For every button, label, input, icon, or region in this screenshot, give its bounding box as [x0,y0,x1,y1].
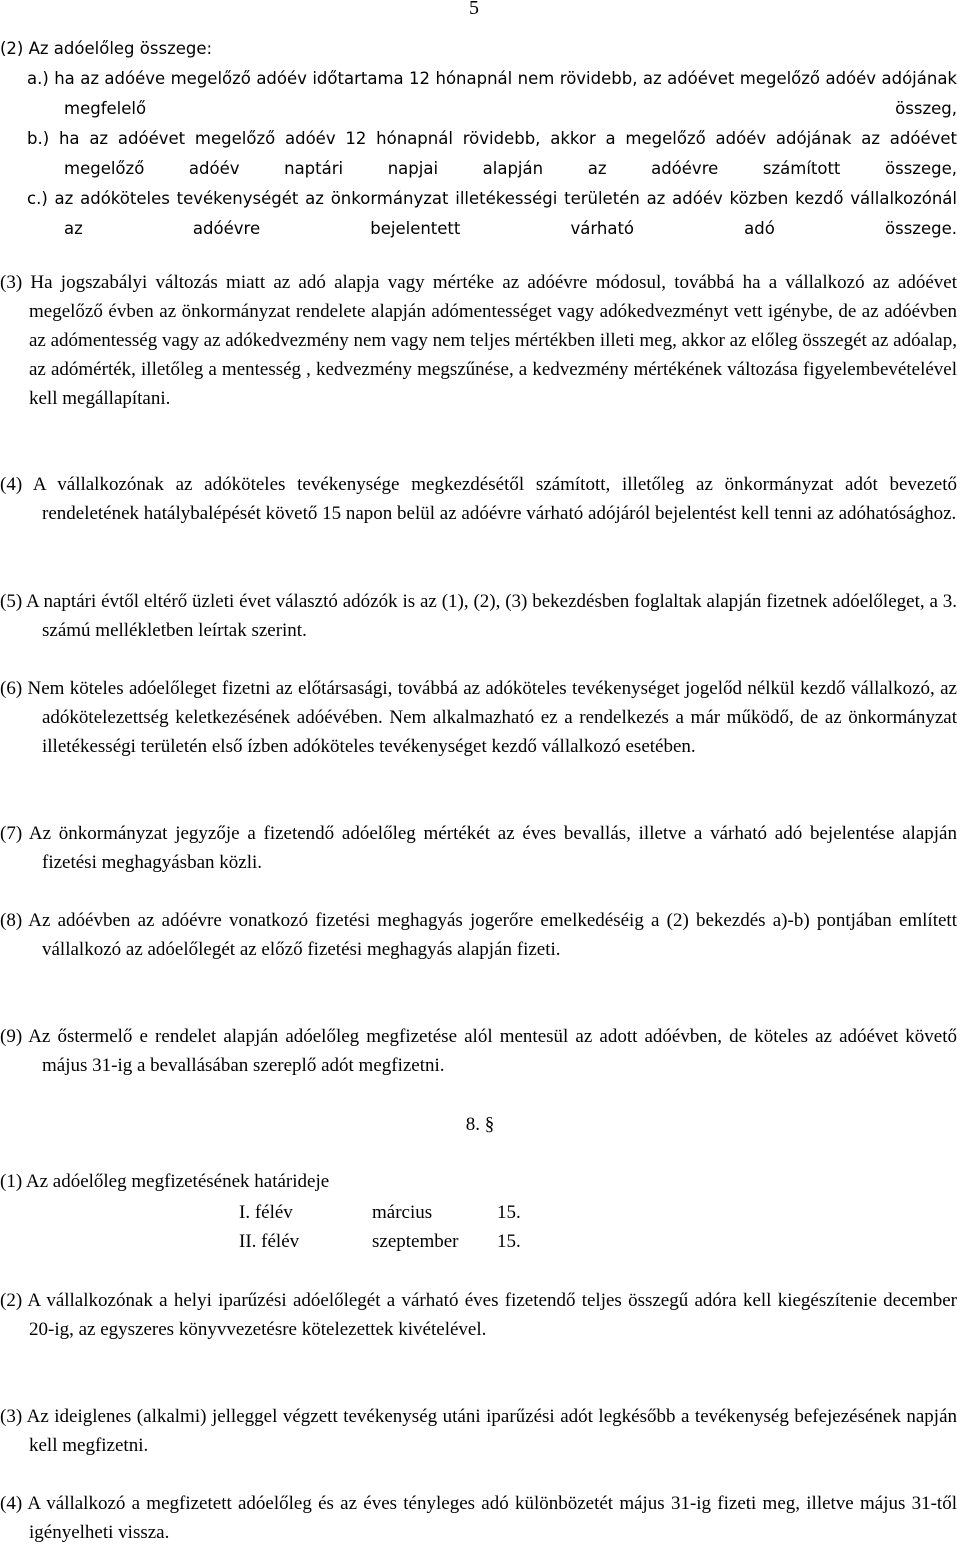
schedule-day: 15. [497,1202,521,1223]
page-number: 5 [469,0,479,19]
list-item-c: c.) az adóköteles tevékenységét az önkormányzat illetékességi területén az adóév közben kezdő vállalkozónál az adóévre bejelentett várható adó összege. [27,189,957,238]
paragraph-intro: (2) Az adóelőleg összege: [0,39,213,58]
list-item-b: b.) ha az adóévet megelőző adóév 12 hónapnál rövidebb, akkor a megelőző adóév adójának az adóévet megelőző adóév naptári napjai alapján az adóévre számított összege, [27,129,957,178]
schedule-period: I. félév [239,1202,293,1223]
paragraph-8-1: (1) Az adóelőleg megfizetésének határideje [0,1171,330,1192]
paragraph-8-3: (3) Az ideiglenes (alkalmi) jelleggel végzett tevékenység utáni iparűzési adót legkésőbb a tevékenység befejezésének napján kell megfizetni. [0,1406,957,1456]
paragraph-7-7: (7) Az önkormányzat jegyzője a fizetendő adóelőleg mértékét az éves bevallás, illetve a várható adó bejelentése alapján fizetési meghagyásban közli. [0,823,957,873]
paragraph-7-2 [0,34,957,244]
paragraph-7-5: (5) A naptári évtől eltérő üzleti évet választó adózók is az (1), (2), (3) bekezdésben foglaltak alapján fizetnek adóelőleget, a 3. számú mellékletben leírtak szerint. [0,591,957,641]
paragraph-7-9: (9) Az őstermelő e rendelet alapján adóelőleg megfizetése alól mentesül az adott adóévben, de köteles az adóévet követő május 31-ig a bevallásában szereplő adót megfizetni. [0,1026,957,1076]
paragraph-8-4: (4) A vállalkozó a megfizetett adóelőleg és az éves tényleges adó különbözetét május 31-ig fizeti meg, illetve május 31-től igényelheti vissza. [0,1493,957,1543]
list-item-a: a.) ha az adóéve megelőző adóév időtartama 12 hónapnál nem rövidebb, az adóévet megelőző adóév adójának megfelelő összeg, [27,69,957,118]
paragraph-8-2: (2) A vállalkozónak a helyi iparűzési adóelőlegét a várható éves fizetendő teljes összegű adóra kell kiegészítenie december 20-ig, az egyszeres könyvvezetésre kötelezettek kivételével. [0,1290,957,1340]
paragraph-7-8: (8) Az adóévben az adóévre vonatkozó fizetési meghagyás jogerőre emelkedéséig a (2) bekezdés a)-b) pontjában említett vállalkozó az adóelőlegét az előző fizetési meghagyás alapján fizeti. [0,910,957,960]
schedule-month: március [372,1202,433,1223]
paragraph-7-6: (6) Nem köteles adóelőleget fizetni az előtársasági, továbbá az adóköteles tevékenységet jogelőd nélkül kezdő vállalkozó, az adókötelezettség keletkezésének adóévében. Nem alkalmazható ez a rendelkezés a már működő, de az önkormányzat illetékességi területén első ízben adóköteles tevékenységet kezdő vállalkozó esetében. [0,678,957,757]
paragraph-7-3: (3) Ha jogszabályi változás miatt az adó alapja vagy mértéke az adóévre módosul, továbbá ha a vállalkozó az adóévet megelőző évben az önkormányzat rendelete alapján adómentességet vagy adókedvezményt vett igénybe, de az adóévben az adómentesség vagy az adókedvezmény nem vagy nem teljes mértékben illeti meg, akkor az előleg összegét az adóalap, az adómérték, illetőleg a mentesség , kedvezmény megszűnése, a kedvezmény mértékének változása figyelembevételével kell megállapítani. [0,272,957,409]
schedule-month: szeptember [372,1231,459,1252]
schedule-period: II. félév [239,1231,300,1252]
schedule-day: 15. [497,1231,521,1252]
paragraph-7-4: (4) A vállalkozónak az adóköteles tevékenysége megkezdésétől számított, illetőleg az önkormányzat adót bevezető rendeletének hatálybalépését követő 15 napon belül az adóévre várható adójáról bejelentést kell tenni az adóhatósághoz. [0,474,957,524]
section-heading: 8. § [465,1114,495,1135]
